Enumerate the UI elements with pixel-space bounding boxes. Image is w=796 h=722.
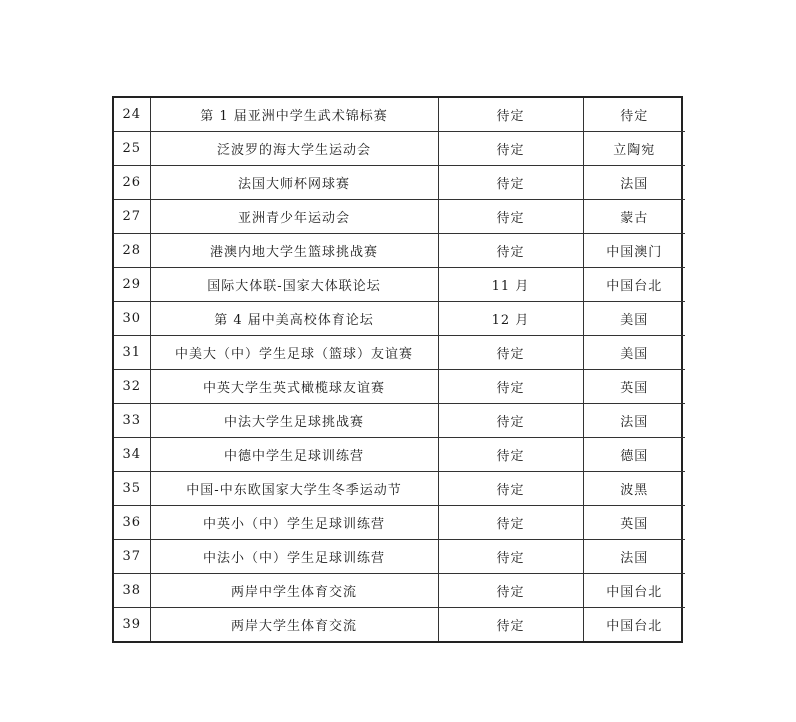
event-place-cell: 波黑 [583,472,685,506]
row-number-cell: 37 [114,540,150,574]
event-name-cell: 中德中学生足球训练营 [150,438,438,472]
row-number-cell: 35 [114,472,150,506]
table-row [114,200,685,234]
event-time-cell: 待定 [438,540,583,574]
event-time-cell: 待定 [438,200,583,234]
table-row [114,404,685,438]
table-row [114,132,685,166]
row-number-cell: 24 [114,98,150,132]
event-time-cell: 待定 [438,506,583,540]
event-time-cell: 待定 [438,234,583,268]
event-place-cell: 法国 [583,166,685,200]
table-row [114,234,685,268]
event-name-cell: 第 4 届中美高校体育论坛 [150,302,438,336]
table-row [114,438,685,472]
event-place-cell: 英国 [583,370,685,404]
event-place-cell: 中国台北 [583,608,685,642]
event-name-cell: 两岸大学生体育交流 [150,608,438,642]
row-number-cell: 36 [114,506,150,540]
event-place-cell: 立陶宛 [583,132,685,166]
row-number-cell: 38 [114,574,150,608]
row-number-cell: 32 [114,370,150,404]
table-row [114,336,685,370]
table-row [114,540,685,574]
event-place-cell: 美国 [583,336,685,370]
event-name-cell: 中国-中东欧国家大学生冬季运动节 [150,472,438,506]
table-row [114,472,685,506]
event-time-cell: 待定 [438,472,583,506]
row-number-cell: 39 [114,608,150,642]
event-place-cell: 法国 [583,540,685,574]
event-time-cell: 11 月 [438,268,583,302]
table-row [114,268,685,302]
event-name-cell: 第 1 届亚洲中学生武术锦标赛 [150,98,438,132]
event-name-cell: 亚洲青少年运动会 [150,200,438,234]
event-name-cell: 港澳内地大学生篮球挑战赛 [150,234,438,268]
table-row [114,166,685,200]
event-name-cell: 中美大（中）学生足球（篮球）友谊赛 [150,336,438,370]
event-time-cell: 待定 [438,370,583,404]
event-name-cell: 中英小（中）学生足球训练营 [150,506,438,540]
table-row [114,574,685,608]
row-number-cell: 29 [114,268,150,302]
event-place-cell: 德国 [583,438,685,472]
row-number-cell: 28 [114,234,150,268]
events-table-body [114,98,685,641]
table-row [114,608,685,642]
event-place-cell: 法国 [583,404,685,438]
table-row [114,506,685,540]
row-number-cell: 26 [114,166,150,200]
event-place-cell: 中国澳门 [583,234,685,268]
row-number-cell: 31 [114,336,150,370]
event-time-cell: 待定 [438,438,583,472]
event-place-cell: 待定 [583,98,685,132]
table-row [114,370,685,404]
event-time-cell: 12 月 [438,302,583,336]
event-name-cell: 中英大学生英式橄榄球友谊赛 [150,370,438,404]
table-row [114,302,685,336]
event-time-cell: 待定 [438,336,583,370]
row-number-cell: 27 [114,200,150,234]
event-place-cell: 美国 [583,302,685,336]
table-row [114,98,685,132]
event-place-cell: 中国台北 [583,574,685,608]
event-name-cell: 法国大师杯网球赛 [150,166,438,200]
event-time-cell: 待定 [438,574,583,608]
event-time-cell: 待定 [438,404,583,438]
event-name-cell: 中法大学生足球挑战赛 [150,404,438,438]
row-number-cell: 30 [114,302,150,336]
event-name-cell: 中法小（中）学生足球训练营 [150,540,438,574]
event-place-cell: 英国 [583,506,685,540]
event-name-cell: 国际大体联-国家大体联论坛 [150,268,438,302]
event-time-cell: 待定 [438,166,583,200]
row-number-cell: 34 [114,438,150,472]
event-time-cell: 待定 [438,608,583,642]
event-time-cell: 待定 [438,132,583,166]
row-number-cell: 33 [114,404,150,438]
row-number-cell: 25 [114,132,150,166]
event-name-cell: 泛波罗的海大学生运动会 [150,132,438,166]
event-name-cell: 两岸中学生体育交流 [150,574,438,608]
event-time-cell: 待定 [438,98,583,132]
events-table [112,96,683,643]
event-place-cell: 蒙古 [583,200,685,234]
event-place-cell: 中国台北 [583,268,685,302]
